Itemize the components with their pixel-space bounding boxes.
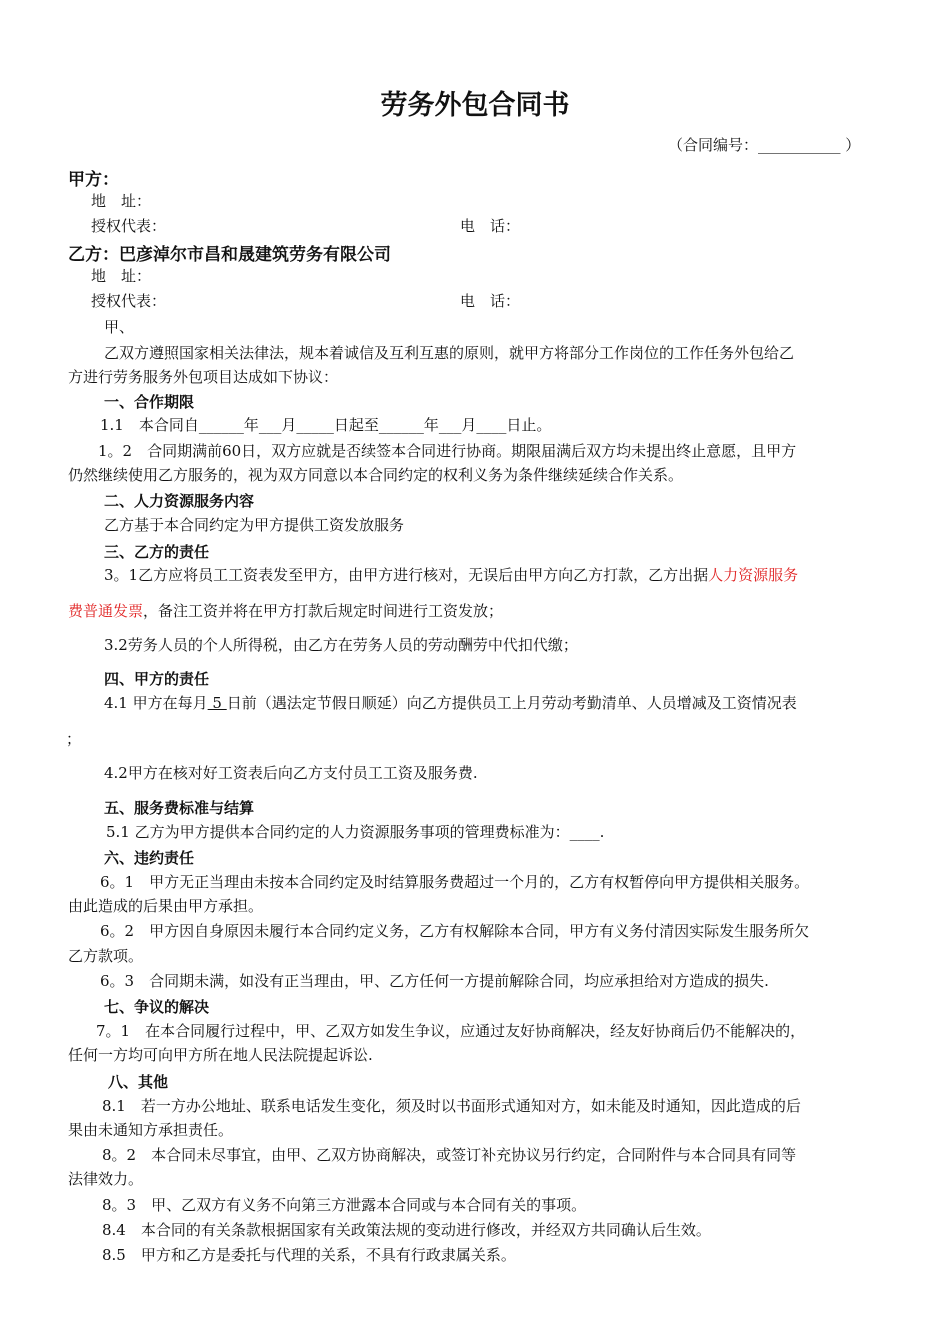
clause-4-1	[104, 693, 797, 713]
contract-number: （合同编号：___________ ）	[668, 136, 861, 154]
section-8-heading: 八、其他	[108, 1073, 169, 1091]
clause-4-1-tail: ；	[66, 730, 82, 748]
document-title: 劳务外包合同书	[380, 90, 570, 121]
section-7-heading: 七、争议的解决	[104, 998, 210, 1016]
clause-7-1-line-1: 7。1 在本合同履行过程中，甲、乙双方如发生争议，应通过友好协商解决，经友好协商后仍不能解决的，	[96, 1022, 806, 1040]
clause-7-1-line-2: 任何一方均可向甲方所在地人民法院提起诉讼.	[68, 1046, 373, 1064]
section-4-heading: 四、甲方的责任	[104, 670, 210, 688]
clause-3-1-text: 3。1乙方应将员工工资表发至甲方，由甲方进行核对，无误后由甲方向乙方打款，乙方出据	[104, 566, 709, 584]
clause-3-1-line-1	[104, 565, 798, 585]
section-1-heading: 一、合作期限	[104, 393, 195, 411]
clause-1-2-line-2: 仍然继续使用乙方服务的，视为双方同意以本合同约定的权利义务为条件继续延续合作关系。	[68, 466, 684, 484]
intro-line-0: 甲、	[104, 318, 135, 336]
party-b-phone-label: 电 话：	[460, 292, 521, 310]
clause-8-1-line-2: 果由未通知方承担责任。	[68, 1121, 234, 1139]
party-a-phone-label: 电 话：	[460, 217, 521, 235]
clause-6-2-line-1: 6。2 甲方因自身原因未履行本合同约定义务，乙方有权解除本合同，甲方有义务付清因实际发生服务所欠	[100, 922, 810, 940]
clause-6-2-line-2: 乙方款项。	[68, 947, 144, 965]
clause-1-2-line-1: 1。2 合同期满前60日，双方应就是否续签本合同进行协商。期限届满后双方均未提出终止意愿，且甲方	[98, 442, 797, 460]
clause-6-1-line-1: 6。1 甲方无正当理由未按本合同约定及时结算服务费超过一个月的，乙方有权暂停向甲方提供相关服务。	[100, 873, 810, 891]
clause-3-1-highlight: 人力资源服务	[708, 566, 799, 584]
clause-4-2: 4.2甲方在核对好工资表后向乙方支付员工工资及服务费.	[104, 764, 478, 782]
clause-8-5: 8.5 甲方和乙方是委托与代理的关系，不具有行政隶属关系。	[102, 1246, 516, 1264]
clause-6-3: 6。3 合同期未满，如没有正当理由，甲、乙方任何一方提前解除合同，均应承担给对方造成的损失.	[100, 972, 769, 990]
party-b-heading: 乙方：巴彦淖尔市昌和晟建筑劳务有限公司	[68, 245, 391, 265]
party-b-rep-label: 授权代表：	[91, 292, 167, 310]
party-a-rep-label: 授权代表：	[91, 217, 167, 235]
section-2-heading: 二、人力资源服务内容	[104, 492, 255, 510]
intro-line-1: 乙双方遵照国家相关法律法，规本着诚信及互利互惠的原则，就甲方将部分工作岗位的工作任务外包给乙	[104, 344, 795, 362]
clause-3-2: 3.2劳务人员的个人所得税，由乙方在劳务人员的劳动酬劳中代扣代缴；	[104, 636, 578, 654]
party-a-heading: 甲方：	[68, 170, 119, 190]
section-6-heading: 六、违约责任	[104, 849, 195, 867]
party-b-address-label: 地 址：	[91, 267, 152, 285]
party-a-address-label: 地 址：	[91, 192, 152, 210]
intro-line-2: 方进行劳务服务外包项目达成如下协议：	[68, 368, 339, 386]
section-5-heading: 五、服务费标准与结算	[104, 799, 255, 817]
clause-4-1-pre: 4.1 甲方在每月	[104, 694, 208, 712]
clause-3-1-text-2: ，备注工资并将在甲方打款后规定时间进行工资发放；	[143, 602, 504, 620]
clause-4-1-day: 5	[207, 694, 227, 712]
clause-6-1-line-2: 由此造成的后果由甲方承担。	[68, 897, 264, 915]
clause-3-1-line-2	[68, 601, 503, 621]
section-3-heading: 三、乙方的责任	[104, 543, 210, 561]
clause-8-2-line-2: 法律效力。	[68, 1170, 144, 1188]
clause-3-1-highlight-2: 费普通发票	[68, 602, 144, 620]
clause-8-3: 8。3 甲、乙双方有义务不向第三方泄露本合同或与本合同有关的事项。	[102, 1196, 587, 1214]
clause-2-text: 乙方基于本合同约定为甲方提供工资发放服务	[104, 516, 405, 534]
clause-8-4: 8.4 本合同的有关条款根据国家有关政策法规的变动进行修改，并经双方共同确认后生效。	[102, 1221, 711, 1239]
clause-8-1-line-1: 8.1 若一方办公地址、联系电话发生变化，须及时以书面形式通知对方，如未能及时通知，因此造成的后	[102, 1097, 801, 1115]
clause-5-1: 5.1 乙方为甲方提供本合同约定的人力资源服务事项的管理费标准为：____.	[106, 823, 605, 841]
clause-4-1-post: 日前（遇法定节假日顺延）向乙方提供员工上月劳动考勤清单、人员增减及工资情况表	[226, 694, 797, 712]
clause-8-2-line-1: 8。2 本合同未尽事宜，由甲、乙双方协商解决，或签订补充协议另行约定，合同附件与本合同具有同等	[102, 1146, 797, 1164]
clause-1-1: 1.1 本合同自______年___月_____日起至______年___月____日止。	[100, 416, 552, 434]
